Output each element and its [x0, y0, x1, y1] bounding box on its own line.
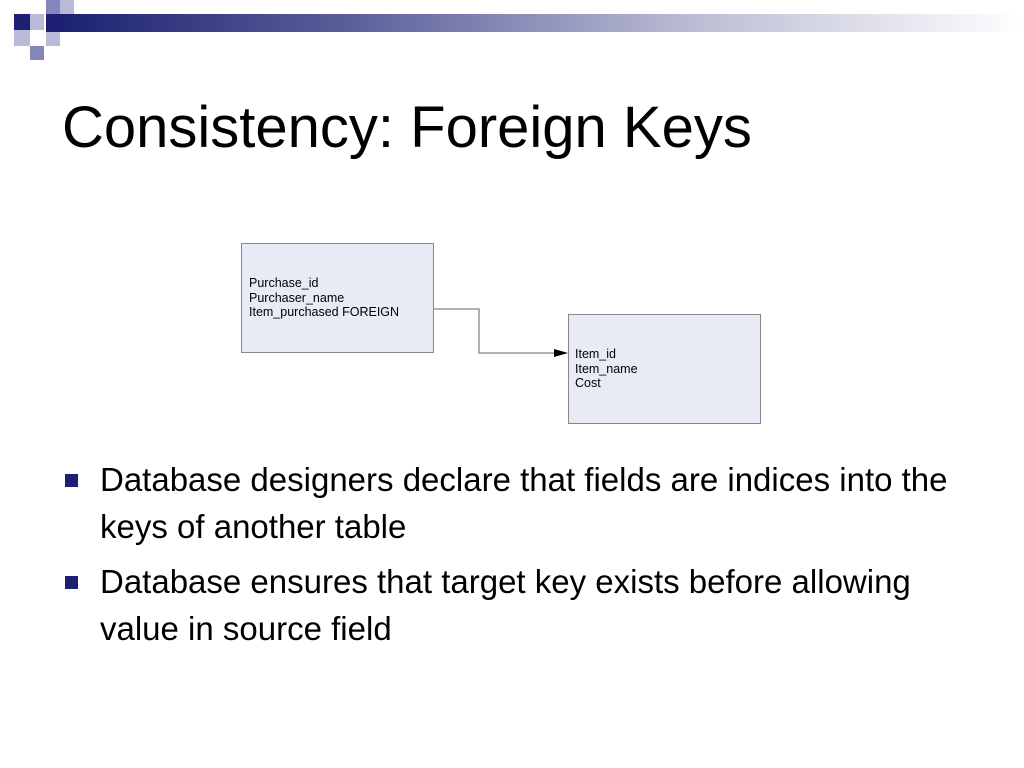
bullet-item: [62, 456, 962, 550]
bullet-text: Database ensures that target key exists before allowing value in source field: [100, 563, 911, 647]
item-field: Item_id: [575, 347, 616, 361]
purchase-field: Purchaser_name: [249, 290, 345, 305]
square-bullet-icon: [65, 576, 78, 589]
item-field: Cost: [575, 376, 601, 390]
bullet-item: [62, 558, 962, 652]
bullet-list: [62, 456, 962, 660]
square-bullet-icon: [65, 474, 78, 487]
purchase-field: Purchase_id: [249, 276, 319, 290]
item-field: Item_name: [575, 361, 638, 376]
bullet-text: Database designers declare that fields are indices into the keys of another table: [100, 461, 948, 545]
purchase-field: Item_purchased FOREIGN: [249, 305, 400, 319]
slide-title: Consistency: Foreign Keys: [62, 95, 752, 160]
